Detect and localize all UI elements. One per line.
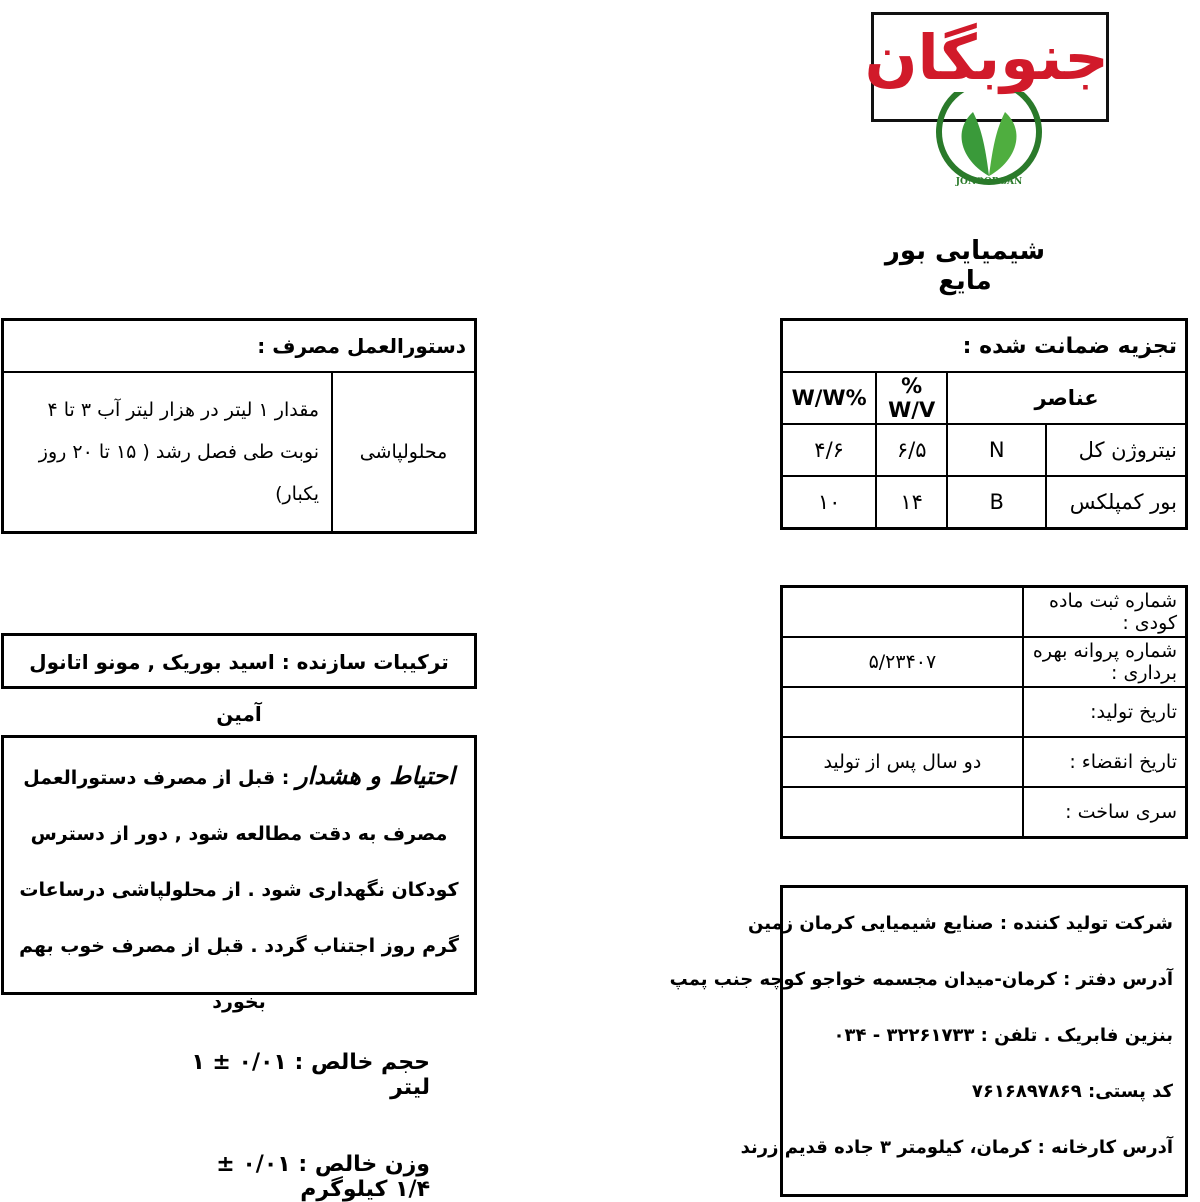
ingredients-box: ترکیبات سازنده : اسید بوریک , مونو اتانول آمین [1,633,477,689]
manufacturer-company: شرکت تولید کننده : صنایع شیمیایی کرمان زمین [748,913,1173,934]
production-date-value [782,687,1023,737]
column-header-elements: عناصر [947,372,1186,424]
brand-latin-text: JONOORGAN [955,177,1023,187]
net-weight: وزن خالص : ۰/۰۱ ± ۱/۴ کیلوگرم [216,1152,430,1202]
element-wv: ۶/۵ [876,424,947,476]
batch-label: سری ساخت : [1023,787,1187,838]
element-ww: ۱۰ [782,476,877,529]
guaranteed-analysis-title: تجزیه ضمانت شده : [782,320,1187,373]
office-address-line1: آدرس دفتر : کرمان-میدان مجسمه خواجو کوچه جنب پمپ [669,969,1173,990]
batch-value [782,787,1023,838]
element-name: نیتروژن کل [1046,424,1186,476]
usage-instruction: مقدار ۱ لیتر در هزار لیتر آب ۳ تا ۴ نوبت طی فصل رشد ( ۱۵ تا ۲۰ روز یکبار) [3,372,333,533]
fertilizer-reg-label: شماره ثبت ماده کودی : [1023,587,1187,638]
warning-box [1,735,477,1013]
postal-code: کد پستی: ۷۶۱۶۸۹۷۸۶۹ [971,1081,1173,1102]
fertilizer-reg-value [782,587,1023,638]
net-volume: حجم خالص : ۰/۰۱ ± ۱ لیتر [191,1050,430,1100]
column-header-wv: % W/V [876,372,947,424]
license-label: شماره پروانه بهره برداری : [1023,637,1187,687]
registration-table [780,585,1188,839]
element-ww: ۴/۶ [782,424,877,476]
office-address-line2: بنزین فابریک . تلفن : ۳۲۲۶۱۷۳۳ - ۰۳۴ [833,1025,1173,1046]
element-name: بور کمپلکس [1046,476,1186,529]
warning-title: احتیاط و هشدار [296,762,455,790]
table-row [782,424,1187,476]
brand-logo-text: جنوبگان [864,21,1109,94]
product-title: شیمیایی بور مایع [884,236,1046,296]
production-date-label: تاریخ تولید: [1023,687,1187,737]
element-symbol: B [947,476,1046,529]
factory-address: آدرس کارخانه : کرمان، کیلومتر ۳ جاده قدیم زرند [740,1137,1173,1158]
license-value: ۵/۲۳۴۰۷ [782,637,1023,687]
brand-emblem-icon [933,92,1045,188]
usage-title: دستورالعمل مصرف : [3,320,476,373]
expiry-label: تاریخ انقضاء : [1023,737,1187,787]
guaranteed-analysis-table [780,318,1188,530]
element-symbol: N [947,424,1046,476]
usage-table [1,318,477,534]
manufacturer-box [669,885,1188,1197]
table-row [782,476,1187,529]
column-header-ww: %W/W [782,372,877,424]
usage-method: محلولپاشی [332,372,476,533]
warning-text: : قبل از مصرف دستورالعمل مصرف به دقت مطالعه شود , دور از دسترس کودکان نگهداری شود . از محلولپاشی درساعات گرم روز اجتناب گردد . قبل از مصرف خوب بهم بخورد [19,767,459,1013]
element-wv: ۱۴ [876,476,947,529]
expiry-value: دو سال پس از تولید [782,737,1023,787]
